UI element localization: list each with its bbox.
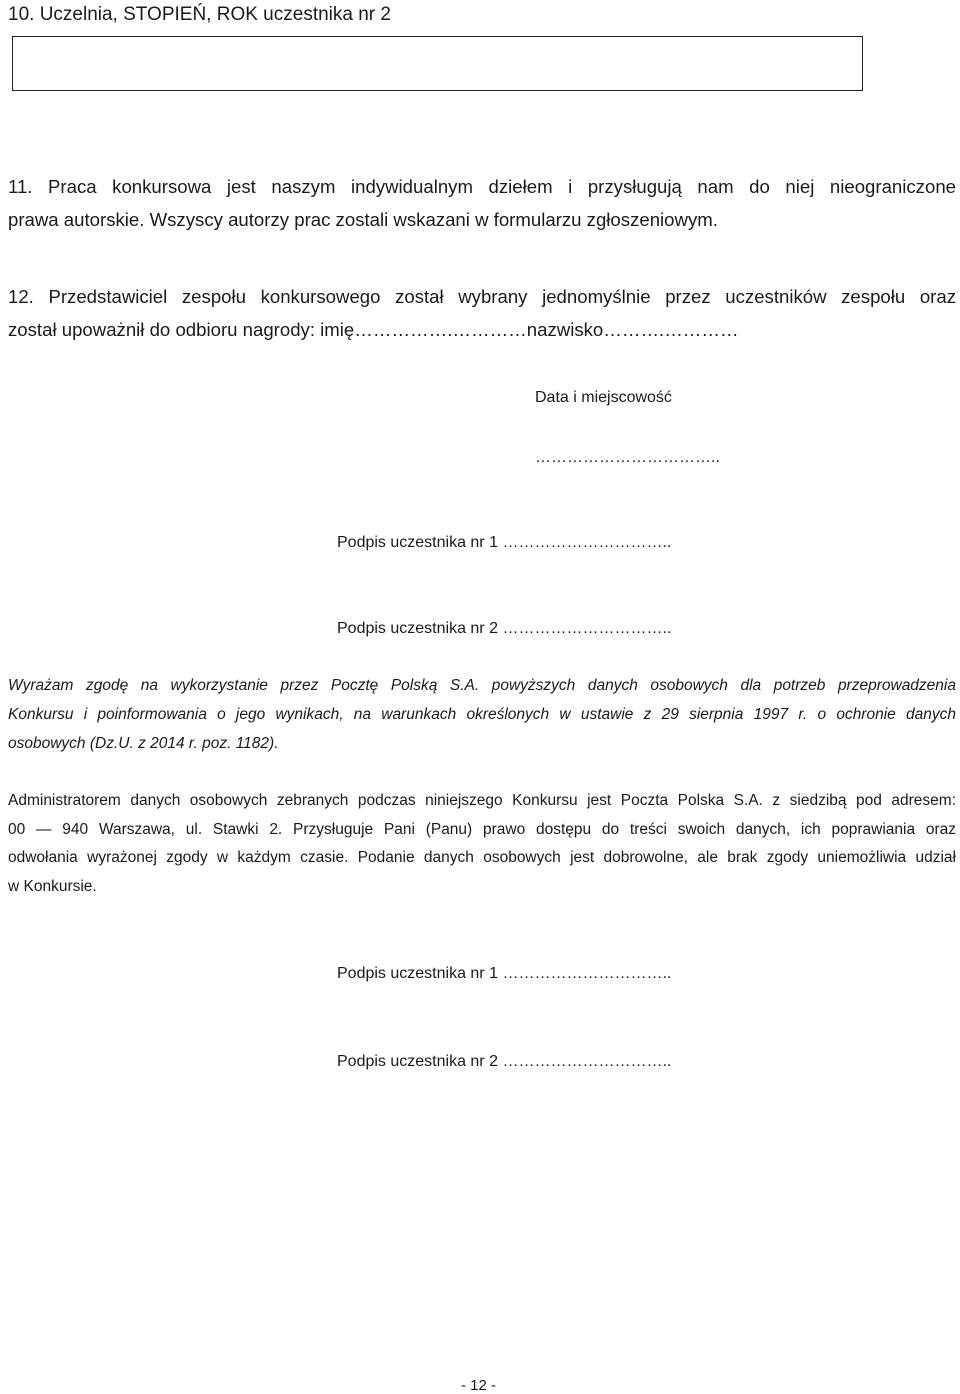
signature-participant-1-bottom-label: Podpis uczestnika nr 1 bbox=[337, 965, 498, 982]
section-11-paragraph bbox=[8, 170, 956, 236]
signature-participant-2-label: Podpis uczestnika nr 2 bbox=[337, 620, 498, 637]
signature-participant-1-bottom-field[interactable]: ………………………….. bbox=[502, 965, 672, 982]
section-12-paragraph bbox=[8, 280, 956, 346]
signature-participant-1-bottom bbox=[337, 965, 671, 983]
signature-participant-2-bottom-field[interactable]: ………………………….. bbox=[502, 1053, 672, 1070]
page-number: - 12 - bbox=[461, 1377, 497, 1394]
data-administrator-paragraph bbox=[8, 787, 956, 901]
representative-label: został upoważnił do odbioru nagrody: imię bbox=[8, 319, 355, 340]
consent-line-1: Wyrażam zgodę na wykorzystanie przez Pocztę Polską S.A. powyższych danych osobowych dla potrzeb przeprowadzenia bbox=[8, 677, 956, 694]
signature-participant-1-label: Podpis uczestnika nr 1 bbox=[337, 534, 498, 551]
consent-paragraph bbox=[8, 671, 956, 758]
signature-participant-1-top bbox=[337, 534, 671, 552]
first-name-field[interactable]: …………….………… bbox=[354, 319, 527, 340]
last-name-field[interactable]: ……….………… bbox=[603, 319, 739, 340]
date-place-label: Data i miejscowość bbox=[535, 389, 672, 406]
last-name-label: nazwisko bbox=[526, 319, 604, 340]
signature-participant-1-field[interactable]: ………………………….. bbox=[502, 534, 672, 551]
section-11-line-2: prawa autorskie. Wszyscy autorzy prac zostali wskazani w formularzu zgłoszeniowym. bbox=[8, 209, 718, 230]
signature-participant-2-field[interactable]: ………………………….. bbox=[502, 620, 672, 637]
consent-line-3: osobowych (Dz.U. z 2014 r. poz. 1182). bbox=[8, 735, 279, 752]
signature-participant-2-top bbox=[337, 620, 671, 638]
section-12-line-2 bbox=[8, 313, 956, 346]
section-11-line-1: 11. Praca konkursowa jest naszym indywidualnym dziełem i przysługują nam do niej nieograniczone bbox=[8, 176, 956, 197]
university-degree-year-field[interactable] bbox=[12, 36, 863, 91]
signature-participant-2-bottom bbox=[337, 1053, 671, 1071]
consent-line-2: Konkursu i poinformowania o jego wynikach, na warunkach określonych w ustawie z 29 sierpnia 1997 r. o ochronie danych bbox=[8, 706, 956, 723]
admin-line-4: w Konkursie. bbox=[8, 877, 97, 895]
admin-line-1: Administratorem danych osobowych zebranych podczas niniejszego Konkursu jest Poczta Polska S.A. z siedzibą pod adresem: bbox=[8, 792, 956, 809]
section-12-line-1: 12. Przedstawiciel zespołu konkursowego został wybrany jednomyślnie przez uczestników zespołu oraz bbox=[8, 286, 956, 307]
admin-line-3: odwołania wyrażonej zgody w każdym czasie. Podanie danych osobowych jest dobrowolne, ale brak zgody uniemożliwia udział bbox=[8, 849, 956, 866]
signature-participant-2-bottom-label: Podpis uczestnika nr 2 bbox=[337, 1053, 498, 1070]
date-place-field[interactable]: …………………………….. bbox=[535, 449, 720, 466]
section-10-heading: 10. Uczelnia, STOPIEŃ, ROK uczestnika nr 2 bbox=[8, 4, 391, 25]
admin-line-2: 00 — 940 Warszawa, ul. Stawki 2. Przysługuje Pani (Panu) prawo dostępu do treści swoich danych, ich poprawiania oraz bbox=[8, 820, 956, 838]
